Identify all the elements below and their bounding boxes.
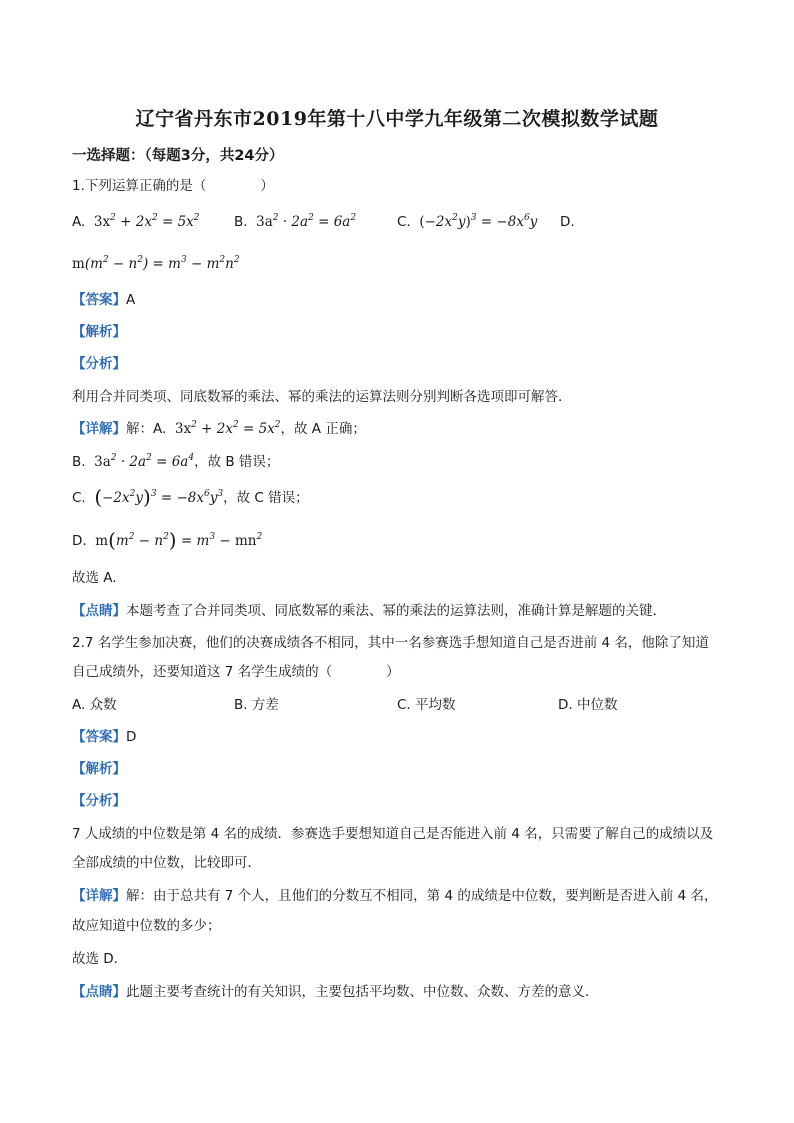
q2-fenxi-tag: 【分析】	[72, 793, 126, 809]
q2-fenxi-line2: 全部成绩的中位数，比较即可．	[72, 855, 261, 871]
q2-option-a: A. 众数	[72, 697, 117, 713]
q1-jiexi-tag: 【解析】	[72, 324, 126, 340]
q1-xiangjie-c: C. $(-2x^2y)^3 = -8x^6y^3$，故 C 错误；	[72, 485, 309, 509]
q1-option-d-formula: $m(m^2 - n^2) = m^3 - m^2n^2$	[72, 255, 240, 272]
q1-option-c-formula: $(-2x^2y)^3 = -8x^6y$	[419, 213, 538, 230]
q1-option-c: C. $(-2x^2y)^3 = -8x^6y$	[397, 213, 538, 230]
q1-fenxi-text: 利用合并同类项、同底数幂的乘法、幂的乘法的运算法则分别判断各选项即可解答.	[72, 389, 563, 405]
q1-option-b-formula: $3a^2 \cdot 2a^2 = 6a^2$	[256, 213, 357, 230]
q1-option-a: A. $3x^2 + 2x^2 = 5x^2$	[72, 213, 200, 230]
q1-fenxi-tag: 【分析】	[72, 356, 126, 372]
section-heading: 一选择题：（每题3分，共24分）	[72, 148, 284, 164]
q1-option-d: D.	[560, 214, 575, 230]
q2-xiangjie-line2: 故应知道中位数的多少；	[72, 918, 221, 934]
q2-option-c: C. 平均数	[397, 697, 456, 713]
q2-answer: 【答案】D	[72, 729, 137, 745]
q2-fenxi-line1: 7 人成绩的中位数是第 4 名的成绩．参赛选手要想知道自己是否能进入前 4 名，只需要了解自己的成绩以及	[72, 826, 714, 842]
q1-conclusion: 故选 A.	[72, 570, 117, 586]
q2-option-b: B. 方差	[234, 697, 279, 713]
q1-xiangjie-a: 【详解】解：A. $3x^2 + 2x^2 = 5x^2$，故 A 正确；	[72, 420, 366, 437]
q1-dianjing: 【点睛】本题考查了合并同类项、同底数幂的乘法、幂的乘法的运算法则，准确计算是解题的关键.	[72, 603, 657, 619]
q1-answer: 【答案】A	[72, 292, 136, 308]
q2-xiangjie-line1: 【详解】解：由于总共有 7 个人，且他们的分数互不相同，第 4 的成绩是中位数，要判断是否进入前 4 名，	[72, 888, 718, 904]
q1-option-b: B. $3a^2 \cdot 2a^2 = 6a^2$	[234, 213, 357, 230]
q2-stem-line1: 2.7 名学生参加决赛，他们的决赛成绩各不相同，其中一名参赛选手想知道自己是否进前 4 名，他除了知道	[72, 635, 709, 651]
q1-option-a-formula: $3x^2 + 2x^2 = 5x^2$	[93, 213, 200, 230]
page-title: 辽宁省丹东市2019年第十八中学九年级第二次模拟数学试题	[135, 108, 659, 130]
q2-stem-line2: 自己成绩外，还要知道这 7 名学生成绩的（ ）	[72, 664, 400, 680]
q2-dianjing: 【点睛】此题主要考查统计的有关知识，主要包括平均数、中位数、众数、方差的意义．	[72, 984, 599, 1000]
q2-options-row	[72, 695, 732, 717]
q2-conclusion: 故选 D．	[72, 951, 128, 967]
q1-xiangjie-d: D. $m(m^2 - n^2) = m^3 - mn^2$	[72, 528, 263, 552]
q2-jiexi-tag: 【解析】	[72, 761, 126, 777]
q1-options-row	[72, 212, 732, 234]
q1-xiangjie-b: B. $3a^2 \cdot 2a^2 = 6a^4$，故 B 错误；	[72, 453, 280, 470]
q1-stem: 1.下列运算正确的是（ ）	[72, 178, 274, 194]
q2-option-d: D. 中位数	[558, 697, 618, 713]
